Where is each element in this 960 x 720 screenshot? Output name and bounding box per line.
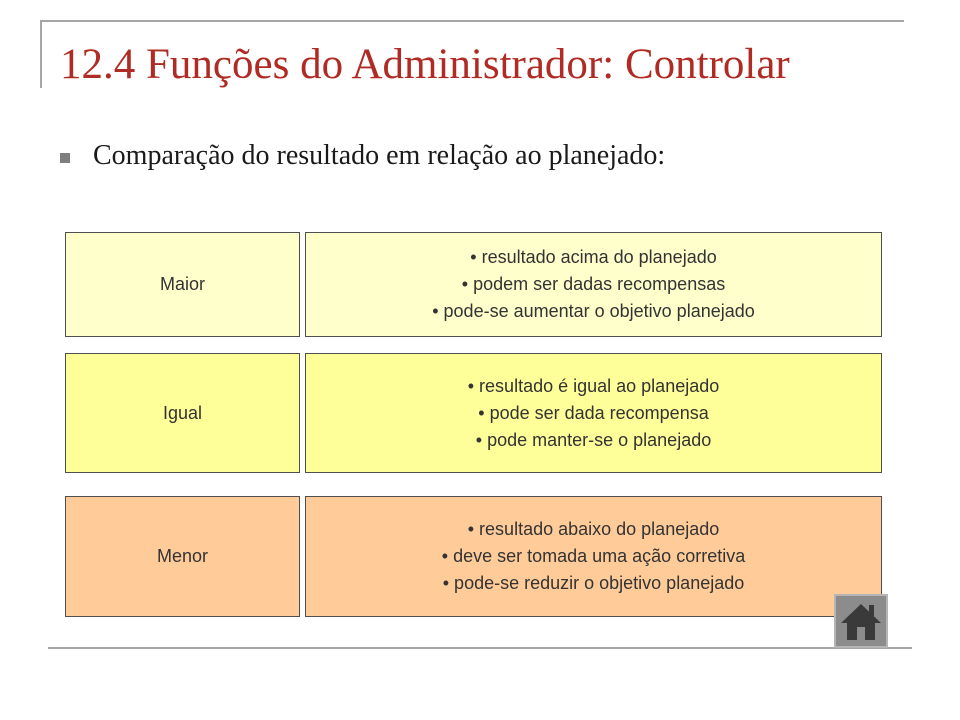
slide-title: 12.4 Funções do Administrador: Controlar [60, 41, 790, 88]
row-igual-line-1: • resultado é igual ao planejado [467, 375, 720, 396]
frame-top-line [40, 20, 904, 22]
home-icon [836, 596, 886, 646]
row-igual-label-box [65, 353, 300, 473]
home-button[interactable] [834, 594, 888, 648]
row-maior-line-1: • resultado acima do planejado [470, 247, 717, 267]
row-maior-label-box [65, 232, 300, 337]
frame-left-line [40, 20, 42, 88]
row-maior-description-box [305, 232, 882, 337]
row-maior-line-2: • podem ser dadas recompensas [461, 274, 726, 294]
row-menor-line-3: • pode-se reduzir o objetivo planejado [442, 573, 745, 593]
row-menor-description-box [305, 496, 882, 617]
slide-subtitle: Comparação do resultado em relação ao planejado: [93, 140, 666, 171]
row-igual-description-box [305, 353, 882, 473]
row-igual-label: Igual [162, 402, 203, 423]
row-menor-line-2: • deve ser tomada uma ação corretiva [441, 546, 746, 566]
bullet-square-icon [60, 153, 70, 163]
row-menor-label: Menor [156, 546, 209, 566]
row-maior-label: Maior [159, 274, 205, 294]
row-igual-line-2: • pode ser dada recompensa [478, 402, 709, 423]
row-menor-line-1: • resultado abaixo do planejado [467, 519, 720, 539]
row-menor-label-box [65, 496, 300, 617]
frame-bottom-line [48, 647, 912, 649]
row-igual-line-3: • pode manter-se o planejado [475, 429, 712, 450]
row-maior-line-3: • pode-se aumentar o objetivo planejado [432, 301, 755, 321]
